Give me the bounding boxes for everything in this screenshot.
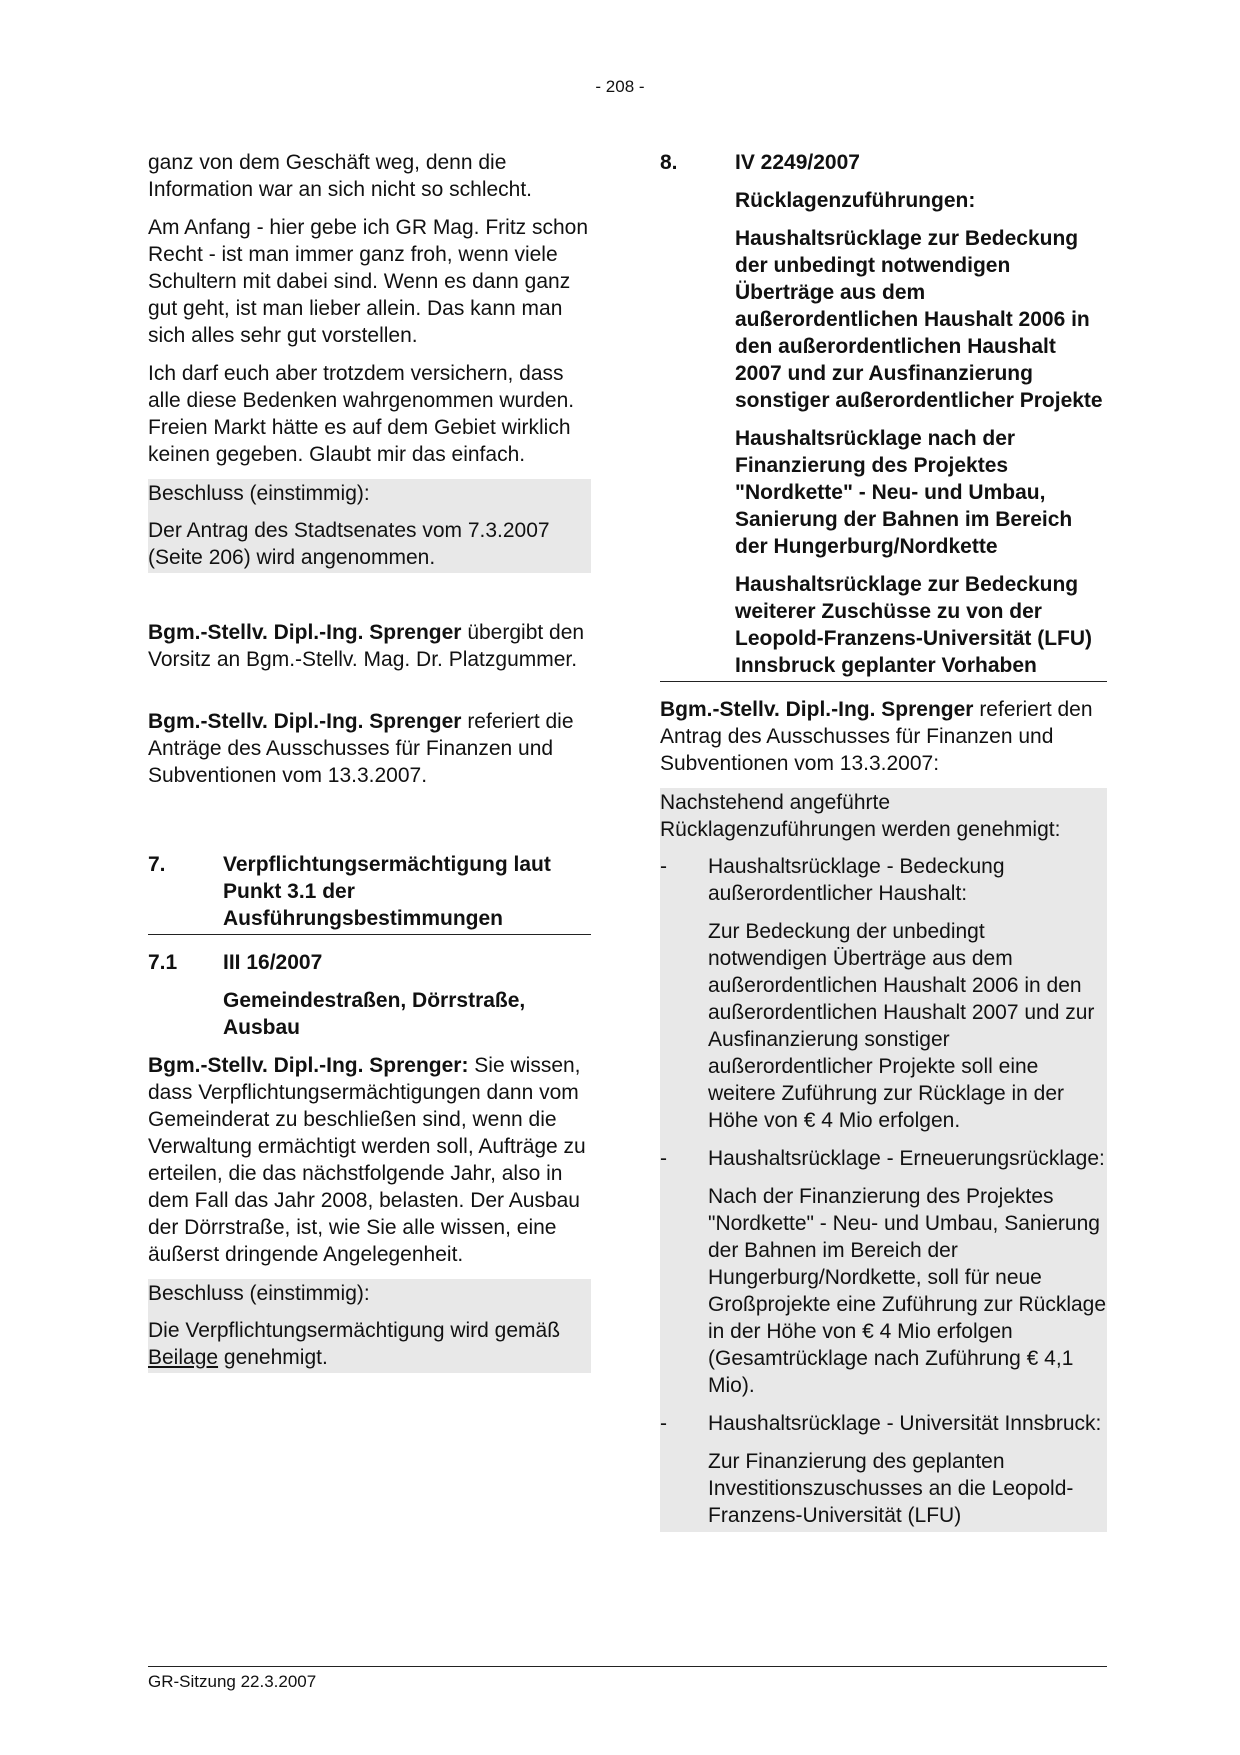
paragraph-text: übergibt den Vorsitz an Bgm.-Stellv. Mag. Dr. Platzgummer. [148, 621, 585, 671]
list-item [660, 1410, 1107, 1437]
resolution-intro: Nachstehend angeführte Rücklagenzuführungen werden genehmigt: [660, 791, 1061, 841]
resolution-box [148, 479, 591, 573]
paragraph: ganz von dem Geschäft weg, denn die Information war an sich nicht so schlecht. [148, 151, 533, 201]
section-number: 8. [660, 151, 678, 174]
resolution-text-part: Die Verpflichtungsermächtigung wird gemäß [148, 1319, 561, 1342]
subject-title: Haushaltsrücklage zur Bedeckung der unbedingt notwendigen Überträge aus dem außerordentlichen Haushalt 2006 in den außerordentlichen Haushalt 2007 und zur Ausfinanzierung sonstiger außerordentlicher Projekte [735, 227, 1103, 412]
list-item [660, 853, 1107, 907]
bullet-dash: - [660, 1147, 667, 1170]
section-title: Rücklagenzuführungen: [735, 189, 976, 212]
left-column [148, 149, 591, 1373]
list-item-title: Haushaltsrücklage - Erneuerungsrücklage: [708, 1147, 1105, 1170]
section-title: Gemeindestraßen, Dörrstraße, Ausbau [223, 989, 526, 1039]
list-item-text: Zur Finanzierung des geplanten Investitionszuschusses an die Leopold-Franzens-Universität (LFU) [708, 1450, 1074, 1527]
resolution-text [148, 1317, 591, 1373]
speaker-name: Bgm.-Stellv. Dipl.-Ing. Sprenger [660, 698, 974, 721]
bullet-dash: - [660, 1412, 667, 1435]
section-number: 7.1 [148, 951, 178, 974]
resolution-text: Der Antrag des Stadtsenates vom 7.3.2007 (Seite 206) wird angenommen. [148, 519, 550, 569]
speaker-name: Bgm.-Stellv. Dipl.-Ing. Sprenger: [148, 1054, 469, 1077]
section-number: 7. [148, 853, 166, 876]
list-item-title: Haushaltsrücklage - Bedeckung außerordentlicher Haushalt: [708, 855, 1005, 905]
speaker-name: Bgm.-Stellv. Dipl.-Ing. Sprenger [148, 710, 462, 733]
page-footer: GR-Sitzung 22.3.2007 [148, 1666, 1107, 1693]
right-column [660, 149, 1107, 1532]
paragraph [148, 1052, 591, 1268]
section-code: IV 2249/2007 [735, 151, 860, 174]
bullet-dash: - [660, 855, 667, 878]
paragraph-text: Sie wissen, dass Verpflichtungsermächtigungen dann vom Gemeinderat zu beschließen sind, wenn die Verwaltung ermächtigt werden soll, Aufträge zu erteilen, die das nächstfolgende Jahr, also in dem Fall das Jahr 2008, belasten. Der Ausbau der Dörrstraße, ist, wie Sie alle wissen, eine äußerst dringende Angelegenheit. [148, 1054, 586, 1266]
speaker-name: Bgm.-Stellv. Dipl.-Ing. Sprenger [148, 621, 462, 644]
page-number: - 208 - [595, 77, 645, 96]
resolution-text-part: genehmigt. [218, 1346, 328, 1369]
paragraph-text: referiert den Antrag des Ausschusses für Finanzen und Subventionen vom 13.3.2007: [660, 698, 1093, 775]
paragraph [148, 619, 591, 673]
subject-title: Haushaltsrücklage zur Bedeckung weiterer Zuschüsse zu von der Leopold-Franzens-Universität (LFU) Innsbruck geplanter Vorhaben [735, 573, 1093, 677]
list-item-text: Nach der Finanzierung des Projektes "Nordkette" - Neu- und Umbau, Sanierung der Bahnen im Bereich der Hungerburg/Nordkette, soll für neue Großprojekte eine Zuführung zur Rücklage in der Höhe von € 4 Mio erfolgen (Gesamtrücklage nach Zuführung € 4,1 Mio). [708, 1185, 1107, 1397]
resolution-box [148, 1279, 591, 1373]
list-item [660, 1145, 1107, 1172]
section-8-heading [660, 149, 1107, 176]
resolution-label: Beschluss (einstimmig): [148, 482, 370, 505]
section-title: Verpflichtungsermächtigung laut Punkt 3.1 der Ausführungsbestimmungen [223, 853, 551, 930]
section-code: III 16/2007 [223, 951, 323, 974]
subject-title-block [660, 571, 1107, 682]
resolution-box [660, 788, 1107, 1532]
paragraph: Ich darf euch aber trotzdem versichern, dass alle diese Bedenken wahrgenommen wurden. Freien Markt hätte es auf dem Gebiet wirklich keinen gegeben. Glaubt mir das einfach. [148, 362, 575, 466]
paragraph [148, 708, 591, 789]
list-item-title: Haushaltsrücklage - Universität Innsbruck: [708, 1412, 1102, 1435]
section-7-1-heading [148, 949, 591, 976]
section-7-heading [148, 851, 591, 935]
paragraph [660, 696, 1107, 777]
list-item-text: Zur Bedeckung der unbedingt notwendigen Überträge aus dem außerordentlichen Haushalt 2006 in den außerordentlichen Haushalt 2007 und zur Ausfinanzierung sonstiger außerordentlicher Projekte soll eine weitere Zuführung zur Rücklage in der Höhe von € 4 Mio erfolgen. [708, 920, 1095, 1132]
resolution-label: Beschluss (einstimmig): [148, 1282, 370, 1305]
attachment-link[interactable]: Beilage [148, 1346, 219, 1369]
paragraph: Am Anfang - hier gebe ich GR Mag. Fritz schon Recht - ist man immer ganz froh, wenn viele Schultern mit dabei sind. Wenn es dann ganz gut geht, ist man lieber allein. Das kann man sich alles sehr gut vorstellen. [148, 216, 589, 347]
subject-title: Haushaltsrücklage nach der Finanzierung des Projektes "Nordkette" - Neu- und Umbau, Sanierung der Bahnen im Bereich der Hungerburg/Nordkette [735, 427, 1073, 558]
paragraph-text: referiert die Anträge des Ausschusses für Finanzen und Subventionen vom 13.3.2007. [148, 710, 574, 787]
